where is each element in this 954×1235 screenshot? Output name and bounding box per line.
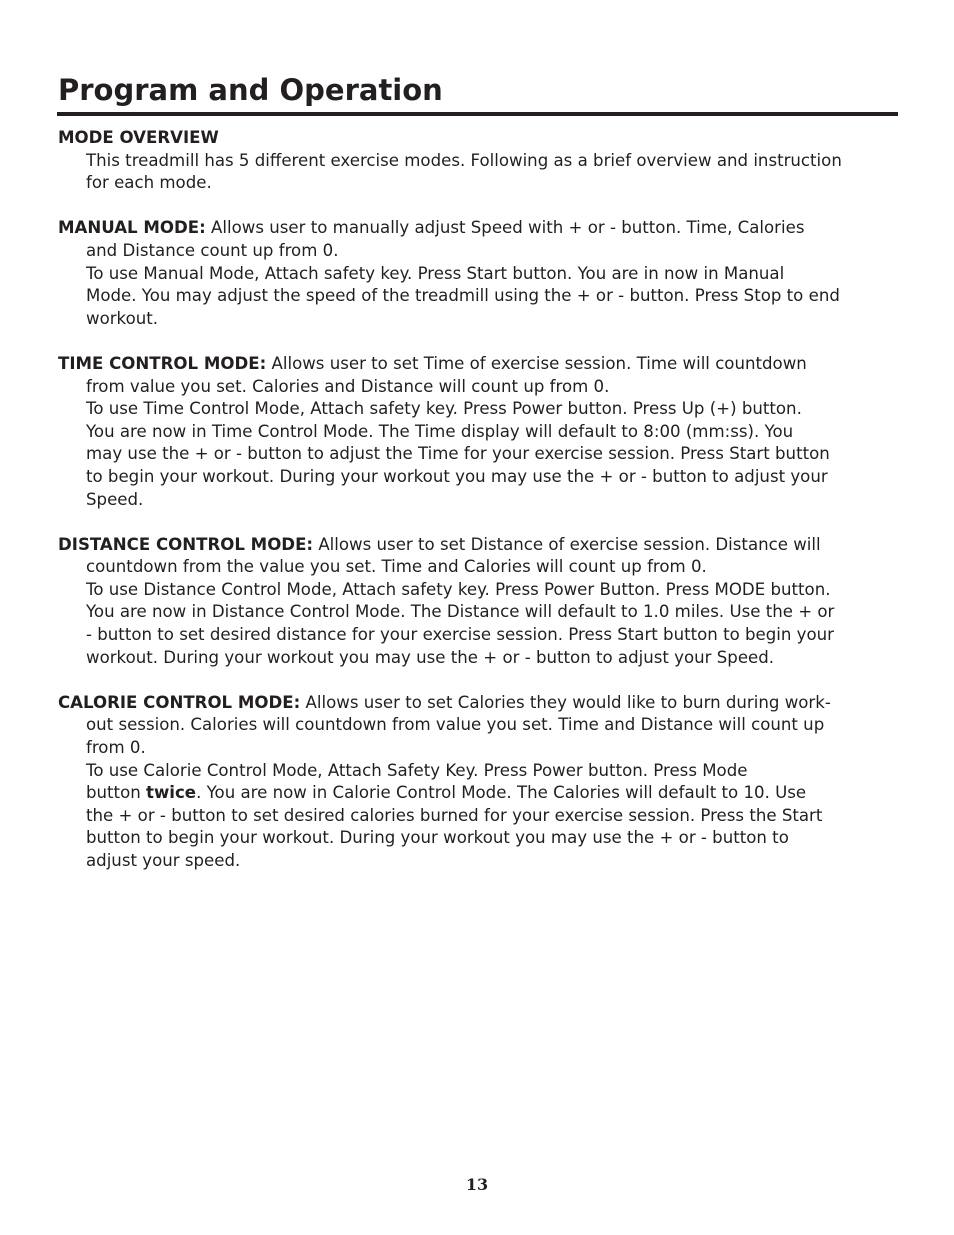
section-first-line — [58, 353, 900, 376]
page-title: Program and Operation — [58, 73, 443, 107]
body-line: button to begin your workout. During your workout you may use the + or - button to — [86, 828, 789, 848]
body-line: from value you set. Calories and Distance will count up from 0. — [86, 376, 610, 396]
body-line: Mode. You may adjust the speed of the treadmill using the + or - button. Press Stop to end — [86, 286, 840, 306]
body-text: button — [86, 783, 147, 803]
body-line: to begin your workout. During your workout you may use the + or - button to adjust your — [86, 466, 828, 486]
body-line: out session. Calories will countdown from value you set. Time and Distance will count up — [86, 715, 825, 735]
body-line: You are now in Distance Control Mode. The Distance will default to 1.0 miles. Use the + or — [86, 602, 835, 622]
page-number: 13 — [465, 1175, 489, 1194]
body-line: from 0. — [86, 738, 146, 758]
document-body — [58, 127, 900, 895]
body-line: and Distance count up from 0. — [86, 240, 339, 260]
body-text: . You are now in Calorie Control Mode. The Calories will default to 10. Use — [196, 783, 807, 803]
section-first-line — [58, 217, 900, 240]
body-line: Speed. — [86, 489, 144, 509]
calorie-control-mode-section — [58, 692, 900, 873]
body-line: You are now in Time Control Mode. The Time display will default to 8:00 (mm:ss). You — [86, 421, 794, 441]
body-line — [58, 782, 900, 805]
body-text: Allows user to set Distance of exercise session. Distance will — [313, 534, 821, 554]
time-control-mode-section — [58, 353, 900, 511]
body-line: the + or - button to set desired calories burned for your exercise session. Press the Start — [86, 805, 823, 825]
body-line: To use Manual Mode, Attach safety key. Press Start button. You are in now in Manual — [86, 263, 785, 283]
body-line: - button to set desired distance for your exercise session. Press Start button to begin your — [86, 625, 834, 645]
body-line: To use Calorie Control Mode, Attach Safety Key. Press Power button. Press Mode — [86, 760, 748, 780]
mode-overview-section — [58, 127, 900, 195]
body-text: Allows user to set Calories they would like to burn during work- — [300, 692, 831, 712]
section-heading: CALORIE CONTROL MODE: — [58, 692, 301, 712]
body-line: workout. During your workout you may use the + or - button to adjust your Speed. — [86, 647, 775, 667]
body-line: workout. — [86, 308, 159, 328]
body-line: may use the + or - button to adjust the Time for your exercise session. Press Start button — [86, 444, 830, 464]
section-heading: MODE OVERVIEW — [58, 128, 219, 147]
body-line: To use Distance Control Mode, Attach safety key. Press Power Button. Press MODE button. — [86, 579, 831, 599]
section-first-line — [58, 534, 900, 557]
distance-control-mode-section — [58, 534, 900, 670]
body-text: Allows user to set Time of exercise session. Time will countdown — [266, 353, 807, 373]
body-text: Allows user to manually adjust Speed with + or - button. Time, Calories — [205, 218, 805, 238]
section-heading: TIME CONTROL MODE: — [58, 353, 267, 373]
body-line: adjust your speed. — [86, 851, 241, 870]
section-heading: DISTANCE CONTROL MODE: — [58, 534, 314, 554]
manual-mode-section — [58, 217, 900, 330]
section-first-line — [58, 692, 900, 715]
title-divider — [57, 112, 898, 116]
body-line: This treadmill has 5 different exercise modes. Following as a brief overview and instruction — [86, 150, 842, 170]
emphasis-text: twice — [146, 783, 197, 803]
body-line: To use Time Control Mode, Attach safety key. Press Power button. Press Up (+) button. — [86, 399, 802, 419]
body-line: for each mode. — [86, 173, 212, 193]
section-heading: MANUAL MODE: — [58, 218, 206, 238]
body-line: countdown from the value you set. Time and Calories will count up from 0. — [86, 557, 707, 577]
